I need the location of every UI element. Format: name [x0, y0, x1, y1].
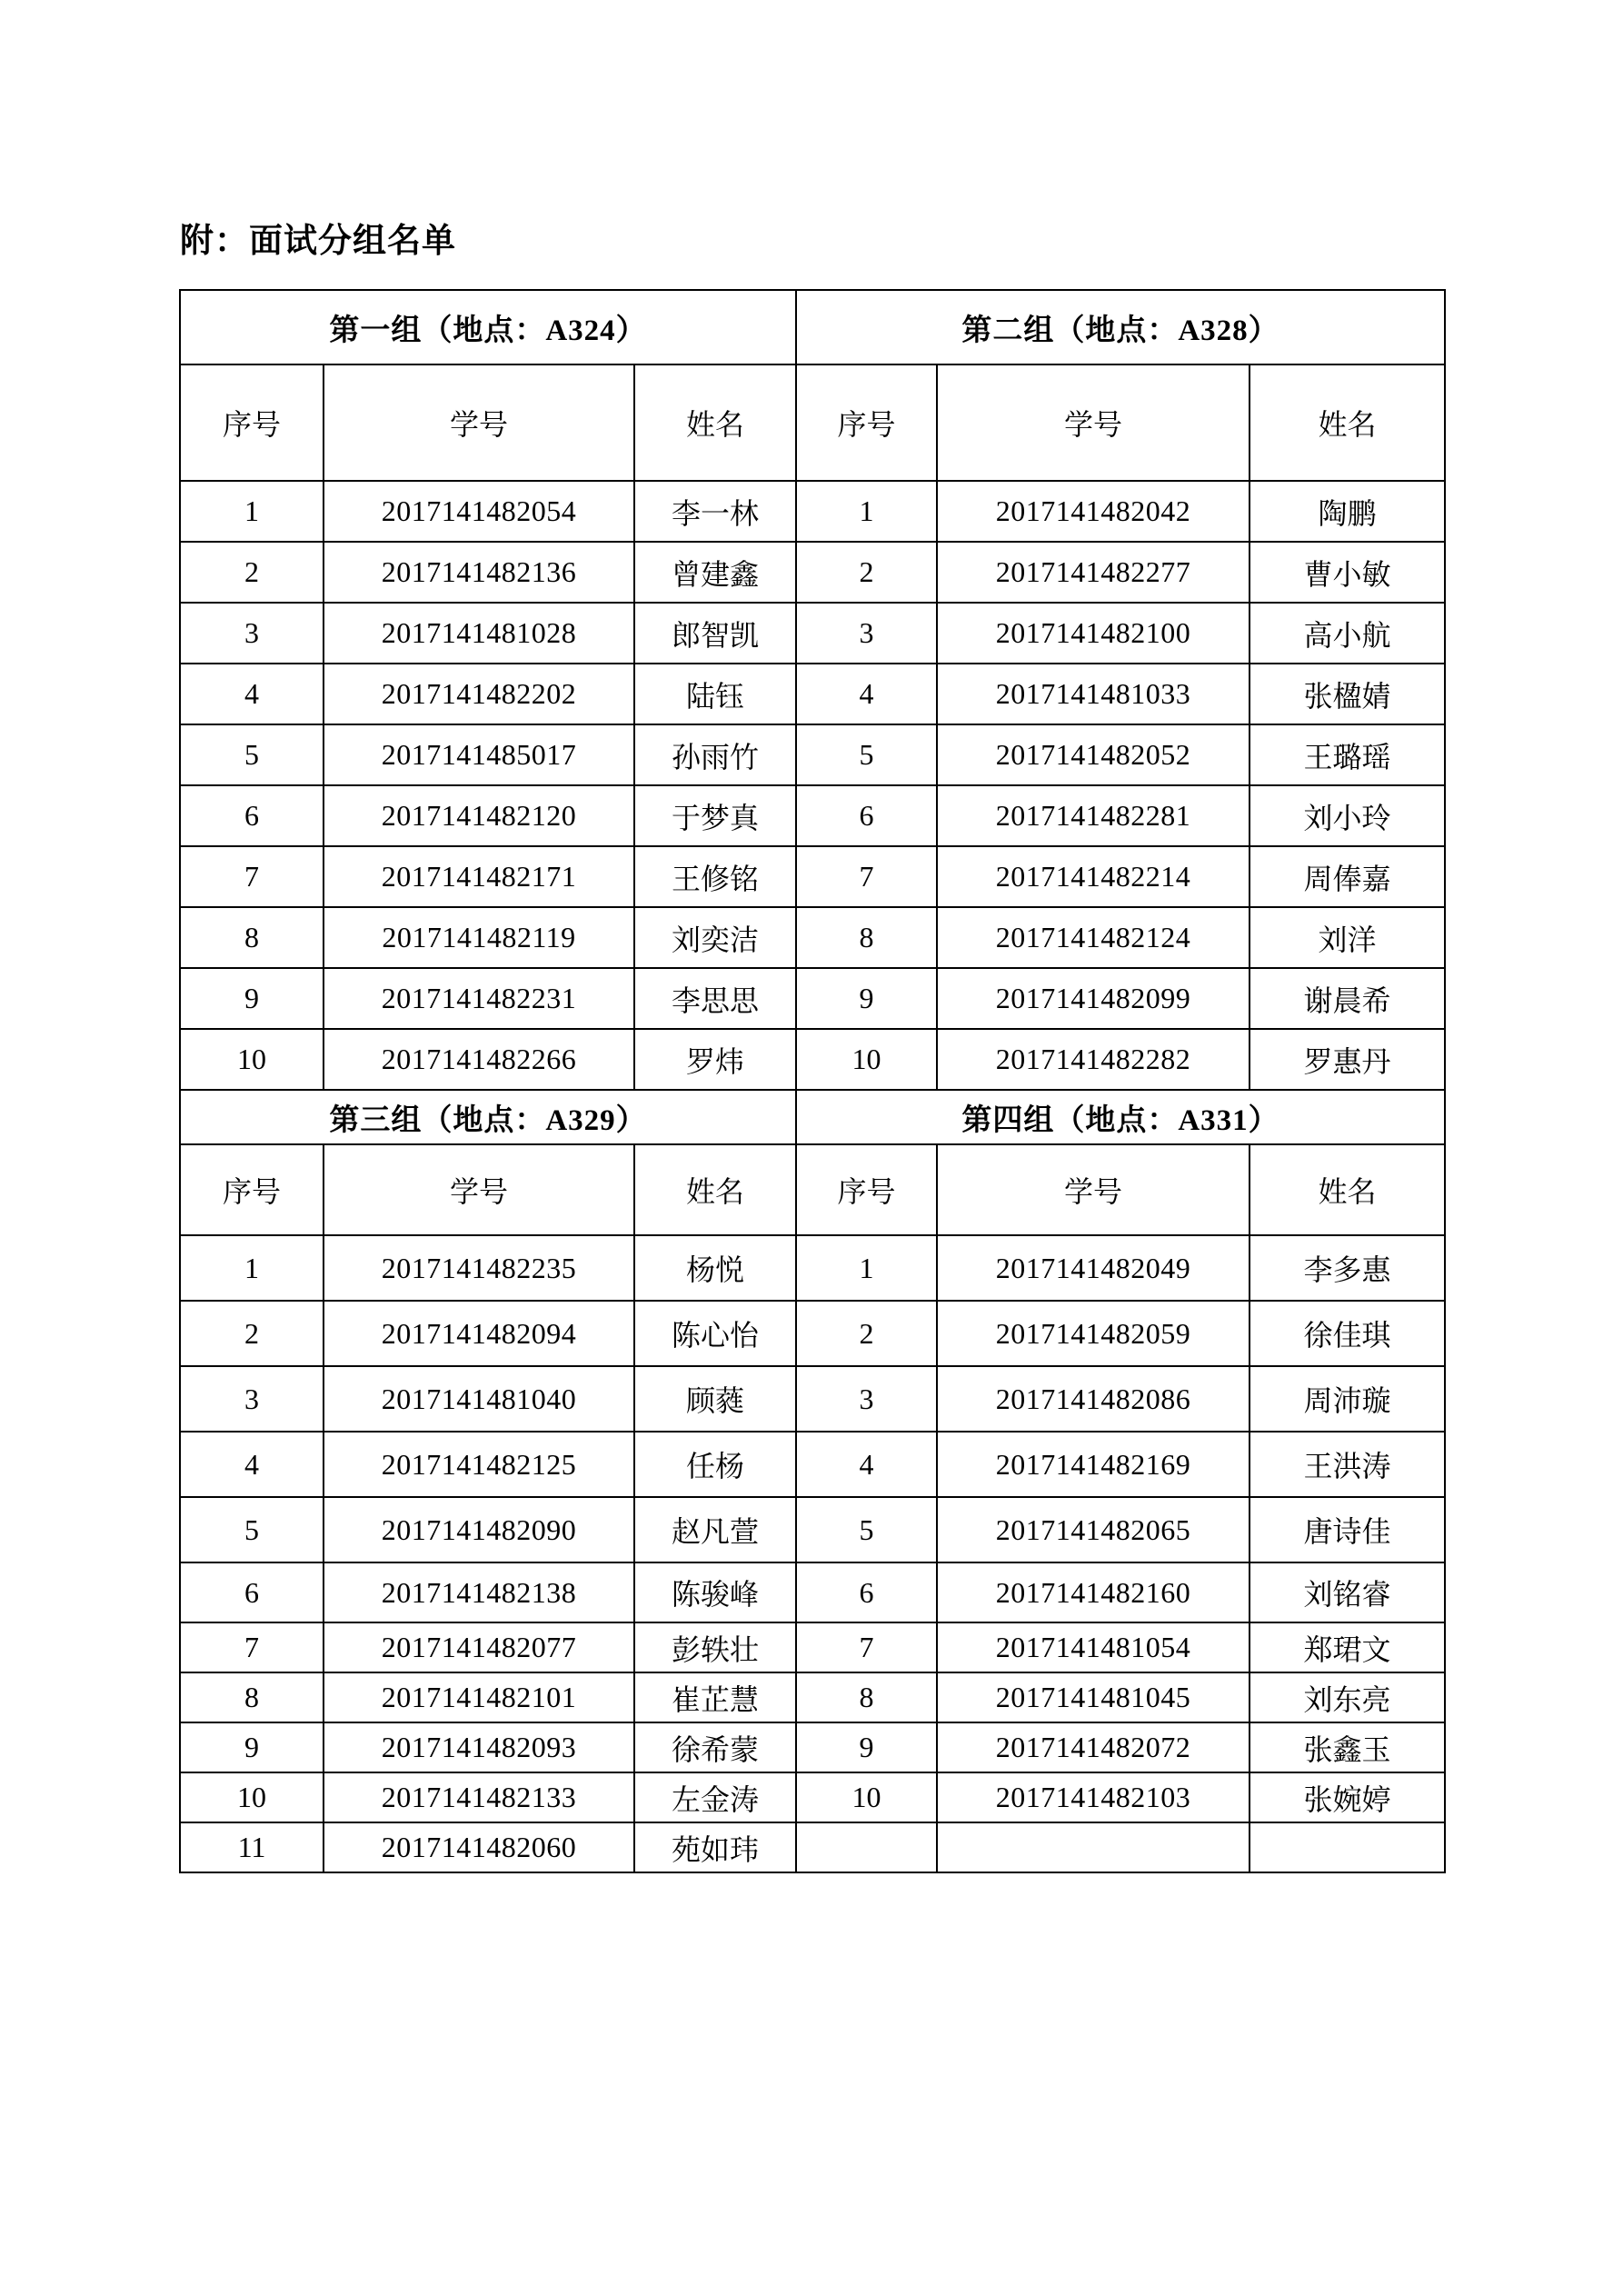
name-cell: 孙雨竹: [634, 724, 796, 785]
table-row: [180, 1366, 1445, 1432]
seq-cell: 1: [180, 481, 324, 542]
seq-cell: 3: [180, 603, 324, 664]
seq-cell: 2: [796, 542, 937, 603]
table-row: [180, 785, 1445, 846]
name-cell: 杨悦: [634, 1235, 796, 1301]
name-cell: 李多惠: [1250, 1235, 1445, 1301]
seq-cell: 4: [180, 1432, 324, 1497]
table-row: [180, 1301, 1445, 1366]
name-cell: 曹小敏: [1250, 542, 1445, 603]
seq-cell: 3: [796, 603, 937, 664]
seq-cell: 9: [796, 1722, 937, 1772]
student-id-cell: 2017141482281: [937, 785, 1250, 846]
column-header: 序号: [180, 364, 324, 481]
seq-cell: 9: [796, 968, 937, 1029]
seq-cell: 7: [180, 846, 324, 907]
group-title: 第三组（地点：A329）: [180, 1090, 796, 1144]
seq-cell: 4: [796, 664, 937, 724]
name-cell: 赵凡萱: [634, 1497, 796, 1562]
column-header-row: [180, 1144, 1445, 1235]
seq-cell: 10: [796, 1772, 937, 1822]
table-row: [180, 1029, 1445, 1090]
seq-cell: 1: [796, 1235, 937, 1301]
name-cell: 刘奕洁: [634, 907, 796, 968]
student-id-cell: 2017141482065: [937, 1497, 1250, 1562]
seq-cell: 8: [180, 907, 324, 968]
student-id-cell: 2017141482054: [324, 481, 634, 542]
name-cell: 高小航: [1250, 603, 1445, 664]
table-row: [180, 724, 1445, 785]
name-cell: 刘东亮: [1250, 1672, 1445, 1722]
name-cell: 陈心怡: [634, 1301, 796, 1366]
seq-cell: 8: [796, 1672, 937, 1722]
name-cell: 周沛璇: [1250, 1366, 1445, 1432]
name-cell: 彭轶壮: [634, 1622, 796, 1672]
seq-cell: 5: [180, 1497, 324, 1562]
table-row: [180, 907, 1445, 968]
name-cell: 刘小玲: [1250, 785, 1445, 846]
student-id-cell: 2017141482042: [937, 481, 1250, 542]
column-header: 姓名: [1250, 1144, 1445, 1235]
seq-cell: 9: [180, 1722, 324, 1772]
table-row: [180, 968, 1445, 1029]
student-id-cell: 2017141482099: [937, 968, 1250, 1029]
name-cell: 谢晨希: [1250, 968, 1445, 1029]
name-cell: 崔芷慧: [634, 1672, 796, 1722]
student-id-cell: 2017141481033: [937, 664, 1250, 724]
student-id-cell: 2017141482124: [937, 907, 1250, 968]
table-row: [180, 1497, 1445, 1562]
seq-cell: 6: [796, 1562, 937, 1622]
table-row: [180, 846, 1445, 907]
seq-cell: 10: [180, 1029, 324, 1090]
seq-cell: 5: [180, 724, 324, 785]
name-cell: 于梦真: [634, 785, 796, 846]
seq-cell: 2: [180, 1301, 324, 1366]
name-cell: 任杨: [634, 1432, 796, 1497]
student-id-cell: 2017141482171: [324, 846, 634, 907]
seq-cell: 1: [180, 1235, 324, 1301]
name-cell: 李一林: [634, 481, 796, 542]
seq-cell: 11: [180, 1822, 324, 1872]
column-header: 姓名: [634, 1144, 796, 1235]
student-id-cell: 2017141482266: [324, 1029, 634, 1090]
student-id-cell: 2017141482138: [324, 1562, 634, 1622]
student-id-cell: 2017141482094: [324, 1301, 634, 1366]
seq-cell: 8: [796, 907, 937, 968]
seq-cell: 6: [180, 1562, 324, 1622]
student-id-cell: 2017141482100: [937, 603, 1250, 664]
roster-body: [180, 290, 1445, 1872]
student-id-cell: 2017141482125: [324, 1432, 634, 1497]
seq-cell: 5: [796, 1497, 937, 1562]
student-id-cell: 2017141482103: [937, 1772, 1250, 1822]
seq-cell: 3: [796, 1366, 937, 1432]
column-header: 姓名: [634, 364, 796, 481]
student-id-cell: 2017141482093: [324, 1722, 634, 1772]
student-id-cell: 2017141485017: [324, 724, 634, 785]
interview-grouping-table: [179, 289, 1446, 1873]
column-header: 学号: [937, 1144, 1250, 1235]
table-row: [180, 1822, 1445, 1872]
seq-cell: 3: [180, 1366, 324, 1432]
table-row: [180, 1432, 1445, 1497]
name-cell: 陶鹏: [1250, 481, 1445, 542]
seq-cell: 2: [180, 542, 324, 603]
name-cell: 周俸嘉: [1250, 846, 1445, 907]
student-id-cell: 2017141482133: [324, 1772, 634, 1822]
name-cell: 刘铭睿: [1250, 1562, 1445, 1622]
group-title: 第二组（地点：A328）: [796, 290, 1445, 364]
student-id-cell: 2017141482060: [324, 1822, 634, 1872]
table-row: [180, 603, 1445, 664]
seq-cell: 1: [796, 481, 937, 542]
name-cell: 郎智凯: [634, 603, 796, 664]
name-cell: 罗惠丹: [1250, 1029, 1445, 1090]
table-row: [180, 1722, 1445, 1772]
name-cell: 王璐瑶: [1250, 724, 1445, 785]
student-id-cell: 2017141482282: [937, 1029, 1250, 1090]
student-id-cell: 2017141482090: [324, 1497, 634, 1562]
name-cell: 徐希蒙: [634, 1722, 796, 1772]
student-id-cell: 2017141481040: [324, 1366, 634, 1432]
table-row: [180, 1622, 1445, 1672]
table-row: [180, 1772, 1445, 1822]
seq-cell: 10: [796, 1029, 937, 1090]
student-id-cell: 2017141482214: [937, 846, 1250, 907]
seq-cell: 2: [796, 1301, 937, 1366]
student-id-cell: 2017141482120: [324, 785, 634, 846]
name-cell: 张婉婷: [1250, 1772, 1445, 1822]
seq-cell: 7: [796, 846, 937, 907]
seq-cell: 7: [180, 1622, 324, 1672]
seq-cell: [796, 1822, 937, 1872]
student-id-cell: 2017141482169: [937, 1432, 1250, 1497]
table-row: [180, 542, 1445, 603]
student-id-cell: 2017141482072: [937, 1722, 1250, 1772]
group-title: 第一组（地点：A324）: [180, 290, 796, 364]
name-cell: [1250, 1822, 1445, 1872]
seq-cell: 4: [180, 664, 324, 724]
column-header: 学号: [324, 1144, 634, 1235]
student-id-cell: 2017141482086: [937, 1366, 1250, 1432]
name-cell: 陈骏峰: [634, 1562, 796, 1622]
student-id-cell: [937, 1822, 1250, 1872]
student-id-cell: 2017141482231: [324, 968, 634, 1029]
student-id-cell: 2017141481028: [324, 603, 634, 664]
student-id-cell: 2017141482277: [937, 542, 1250, 603]
name-cell: 刘洋: [1250, 907, 1445, 968]
name-cell: 罗炜: [634, 1029, 796, 1090]
group-header-row: [180, 1090, 1445, 1144]
student-id-cell: 2017141481045: [937, 1672, 1250, 1722]
group-title: 第四组（地点：A331）: [796, 1090, 1445, 1144]
name-cell: 张楹婧: [1250, 664, 1445, 724]
table-row: [180, 1562, 1445, 1622]
name-cell: 王洪涛: [1250, 1432, 1445, 1497]
name-cell: 曾建鑫: [634, 542, 796, 603]
student-id-cell: 2017141481054: [937, 1622, 1250, 1672]
column-header: 学号: [937, 364, 1250, 481]
seq-cell: 10: [180, 1772, 324, 1822]
student-id-cell: 2017141482052: [937, 724, 1250, 785]
column-header: 学号: [324, 364, 634, 481]
column-header: 姓名: [1250, 364, 1445, 481]
seq-cell: 4: [796, 1432, 937, 1497]
name-cell: 张鑫玉: [1250, 1722, 1445, 1772]
column-header: 序号: [180, 1144, 324, 1235]
student-id-cell: 2017141482119: [324, 907, 634, 968]
table-row: [180, 1672, 1445, 1722]
name-cell: 徐佳琪: [1250, 1301, 1445, 1366]
name-cell: 王修铭: [634, 846, 796, 907]
table-row: [180, 664, 1445, 724]
student-id-cell: 2017141482136: [324, 542, 634, 603]
table-row: [180, 1235, 1445, 1301]
name-cell: 李思思: [634, 968, 796, 1029]
student-id-cell: 2017141482101: [324, 1672, 634, 1722]
name-cell: 郑珺文: [1250, 1622, 1445, 1672]
group-header-row: [180, 290, 1445, 364]
student-id-cell: 2017141482049: [937, 1235, 1250, 1301]
student-id-cell: 2017141482160: [937, 1562, 1250, 1622]
column-header: 序号: [796, 1144, 937, 1235]
student-id-cell: 2017141482077: [324, 1622, 634, 1672]
student-id-cell: 2017141482202: [324, 664, 634, 724]
seq-cell: 5: [796, 724, 937, 785]
seq-cell: 6: [180, 785, 324, 846]
name-cell: 唐诗佳: [1250, 1497, 1445, 1562]
name-cell: 苑如玮: [634, 1822, 796, 1872]
student-id-cell: 2017141482059: [937, 1301, 1250, 1366]
seq-cell: 8: [180, 1672, 324, 1722]
column-header: 序号: [796, 364, 937, 481]
seq-cell: 9: [180, 968, 324, 1029]
name-cell: 左金涛: [634, 1772, 796, 1822]
name-cell: 顾蕤: [634, 1366, 796, 1432]
name-cell: 陆钰: [634, 664, 796, 724]
table-row: [180, 481, 1445, 542]
student-id-cell: 2017141482235: [324, 1235, 634, 1301]
seq-cell: 6: [796, 785, 937, 846]
seq-cell: 7: [796, 1622, 937, 1672]
column-header-row: [180, 364, 1445, 481]
page-title: 附：面试分组名单: [180, 223, 456, 260]
